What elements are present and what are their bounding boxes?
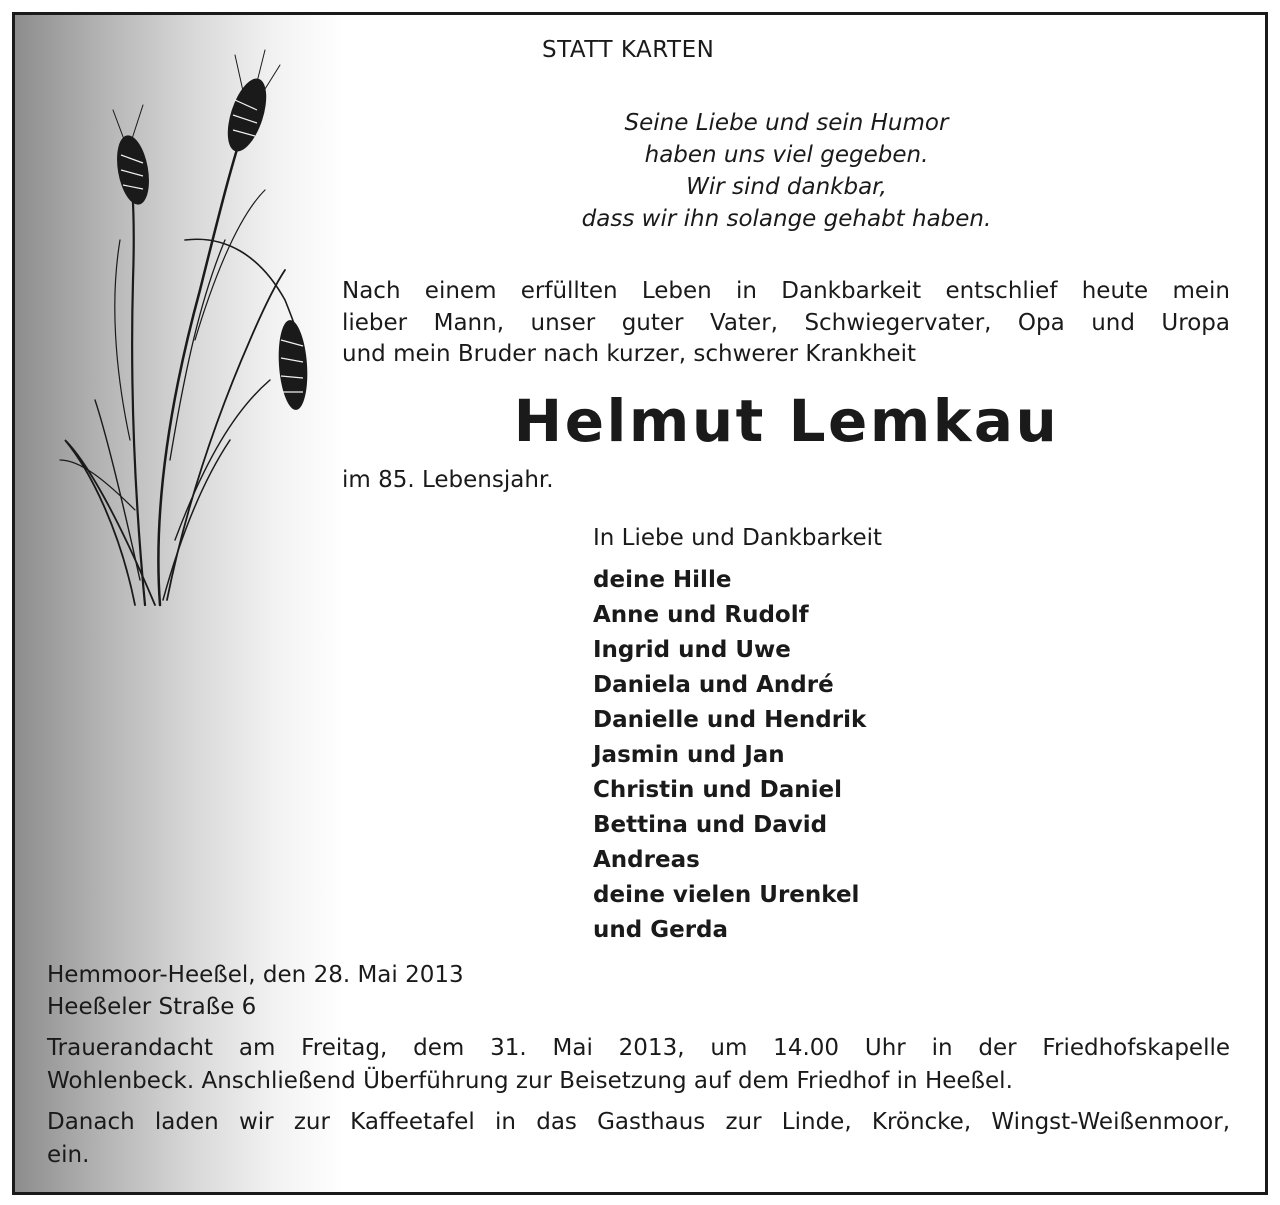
mourner-name: Jasmin und Jan <box>593 742 785 768</box>
intro-line: lieber Mann, unser guter Vater, Schwiegervater, Opa und Uropa <box>342 309 1230 336</box>
motto-line: Seine Liebe und sein Humor <box>624 110 949 136</box>
obituary-card <box>12 12 1268 1195</box>
mourner-name: Christin und Daniel <box>593 777 843 803</box>
intro-line: und mein Bruder nach kurzer, schwerer Krankheit <box>342 341 917 367</box>
street-address: Heeßeler Straße 6 <box>47 994 257 1020</box>
address-block <box>47 959 464 1023</box>
place-date: Hemmoor-Heeßel, den 28. Mai 2013 <box>47 962 464 988</box>
statt-karten-label: STATT KARTEN <box>542 37 715 63</box>
service-line: Trauerandacht am Freitag, dem 31. Mai 2013, um 14.00 Uhr in der Friedhofskapelle <box>47 1035 1230 1061</box>
mourner-name: deine Hille <box>593 567 732 593</box>
service-info <box>47 1032 1230 1098</box>
intro-paragraph <box>342 276 1230 371</box>
mourner-name: Anne und Rudolf <box>593 602 809 628</box>
mourner-name: Danielle und Hendrik <box>593 707 867 733</box>
intro-line: Nach einem erfüllten Leben in Dankbarkeit entschlief heute mein <box>342 278 1230 304</box>
wheat-stalks-illustration <box>35 40 325 610</box>
mourners-list <box>593 563 866 948</box>
motto-line: Wir sind dankbar, <box>686 174 887 200</box>
invitation-info <box>47 1106 1230 1172</box>
mourner-name: Andreas <box>593 847 700 873</box>
mourner-name: und Gerda <box>593 917 729 943</box>
deceased-name: Helmut Lemkau <box>513 387 1060 455</box>
mourner-name: Bettina und David <box>593 812 828 838</box>
mourner-name: deine vielen Urenkel <box>593 882 860 908</box>
age-text: im 85. Lebensjahr. <box>342 467 554 493</box>
service-line: Wohlenbeck. Anschließend Überführung zur Beisetzung auf dem Friedhof in Heeßel. <box>47 1068 1013 1094</box>
invitation-line: Danach laden wir zur Kaffeetafel in das Gasthaus zur Linde, Kröncke, Wingst-Weißenmoor, <box>47 1109 1230 1135</box>
motto-line: dass wir ihn solange gehabt haben. <box>581 206 992 232</box>
memorial-motto <box>360 107 1213 235</box>
mourner-name: Ingrid und Uwe <box>593 637 791 663</box>
signoff-text: In Liebe und Dankbarkeit <box>593 525 883 551</box>
motto-line: haben uns viel gegeben. <box>644 142 929 168</box>
mourner-name: Daniela und André <box>593 672 834 698</box>
invitation-line: ein. <box>47 1142 90 1168</box>
